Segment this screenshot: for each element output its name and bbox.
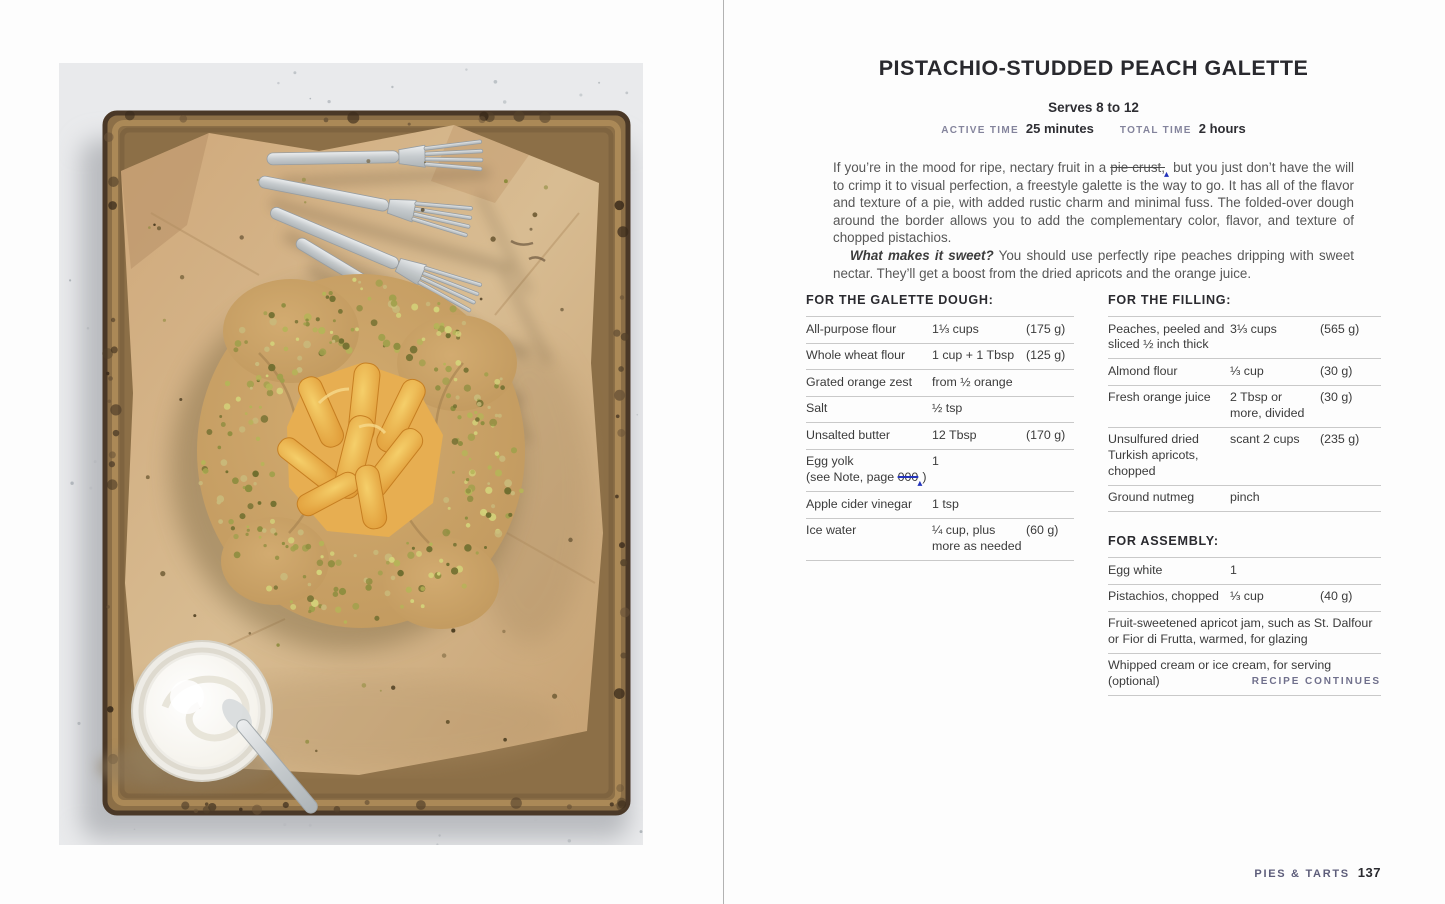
struck-text: pie crust,	[1110, 160, 1165, 175]
ingredient-row	[1108, 386, 1381, 428]
ingredient-name: Ice water	[806, 523, 857, 538]
ingredient-qty: 1⅓ cups	[932, 321, 979, 336]
ingredient-qty: 1	[1230, 562, 1237, 577]
ingredient-qty: 1 cup + 1 Tbsp	[932, 348, 1015, 363]
galette-photo-illustration	[59, 63, 643, 845]
page-footer	[1024, 864, 1381, 882]
recipe-continues-label: RECIPE CONTINUES	[1251, 676, 1381, 687]
ingredient-grams: (565 g)	[1320, 321, 1360, 336]
ingredient-grams	[1026, 375, 1074, 391]
ingredient-name: Ground nutmeg	[1108, 490, 1195, 505]
section-heading-assembly: FOR ASSEMBLY:	[1108, 534, 1219, 549]
intro-text: You should use perfectly ripe peaches dripping with sweet nectar. They’ll get a boost from the dried apricots and the orange juice.	[833, 247, 1354, 281]
ingredient-grams: (235 g)	[1320, 432, 1360, 447]
ingredient-full-text: Fruit-sweetened apricot jam, such as St. Dalfour or Fior di Frutta, warmed, for glazing	[1108, 616, 1373, 646]
active-time-label: ACTIVE TIME	[941, 125, 1019, 136]
ingredient-name: Whole wheat flour	[806, 348, 906, 363]
ingredient-column-dough	[806, 293, 1074, 561]
galette	[197, 274, 525, 629]
ingredient-qty: ½ tsp	[932, 401, 963, 416]
recipe-page	[724, 0, 1445, 904]
ingredient-name: Apple cider vinegar	[806, 496, 913, 511]
galette-photo	[59, 63, 643, 845]
ingredient-full-text: Whipped cream or ice cream, for serving (optional)	[1108, 658, 1332, 688]
ingredient-qty: 2 Tbsp or more, divided	[1230, 390, 1305, 420]
ingredient-grams	[1320, 490, 1381, 506]
ingredient-row-egg-yolk	[806, 450, 1074, 492]
ingredient-qty: ⅓ cup	[1230, 589, 1264, 604]
ingredient-row	[1108, 317, 1381, 359]
ingredient-name: Fresh orange juice	[1108, 390, 1211, 405]
ingredient-row	[1108, 654, 1381, 696]
ingredient-grams: (40 g)	[1320, 589, 1353, 604]
ingredient-row	[1108, 428, 1381, 486]
ingredient-qty: 3⅓ cups	[1230, 321, 1277, 336]
ingredient-grams	[1320, 563, 1381, 579]
ingredient-row	[806, 370, 1074, 397]
active-time	[941, 121, 1094, 136]
active-time-value: 25 minutes	[1025, 121, 1094, 136]
intro-text: but you just don’t have the will to crimp it to visual perfection, a freestyle galette is the way to go. It has all of the flavor and texture of a pie, with added rustic charm and minimal fuss. The folded-over dough around the border allows you to add the complementary color, flavor, and texture of chopped pistachios.	[833, 160, 1354, 246]
filling-section	[1108, 293, 1381, 512]
ingredient-name: Unsalted butter	[806, 427, 891, 442]
peach-filling	[274, 362, 443, 537]
ingredient-row	[1108, 558, 1381, 585]
section-heading-filling: FOR THE FILLING:	[1108, 293, 1232, 307]
ingredient-qty: 1 tsp	[932, 496, 959, 511]
struck-page-ref: 000	[897, 470, 919, 485]
total-time-label: TOTAL TIME	[1119, 125, 1192, 136]
ingredient-name: Pistachios, chopped	[1108, 589, 1219, 604]
ingredient-grams: (60 g)	[1026, 523, 1059, 538]
ingredient-name: Almond flour	[1108, 363, 1178, 378]
ingredient-table-filling	[1108, 316, 1381, 512]
ingredient-row	[806, 317, 1074, 344]
ingredient-table-dough	[806, 316, 1074, 561]
proofreader-caret-icon: ▴	[1163, 169, 1169, 180]
ingredient-name-text: Egg yolk	[806, 454, 854, 469]
ingredient-name: All-purpose flour	[806, 321, 897, 336]
ingredient-grams: (175 g)	[1026, 321, 1066, 336]
ingredient-grams: (170 g)	[1026, 427, 1066, 442]
intro-paragraph-2	[833, 247, 1354, 282]
ingredient-grams	[1026, 454, 1074, 485]
ingredient-row	[806, 397, 1074, 424]
ingredient-qty: 12 Tbsp	[932, 427, 977, 442]
ingredient-name: Grated orange zest	[806, 374, 913, 389]
ingredient-row	[1108, 612, 1381, 654]
ingredient-grams	[1026, 401, 1074, 417]
ingredient-row	[806, 492, 1074, 519]
proofreader-caret-icon: ▴	[917, 478, 923, 490]
ingredient-qty: pinch	[1230, 490, 1260, 505]
page-title: PISTACHIO-STUDDED PEACH GALETTE	[878, 56, 1309, 80]
assembly-section	[1108, 534, 1381, 696]
lead-question: What makes it sweet?	[850, 247, 994, 263]
ingredient-row	[1108, 585, 1381, 612]
ingredient-row	[806, 519, 1074, 561]
ingredient-qty: from ½ orange	[932, 374, 1013, 389]
footer-page-number: 137	[1357, 865, 1381, 880]
note-suffix: )	[922, 470, 927, 485]
ingredient-column-filling-assembly	[1108, 293, 1381, 696]
ingredient-note	[806, 470, 927, 490]
ingredient-row	[806, 423, 1074, 450]
time-line	[806, 121, 1381, 136]
total-time-value: 2 hours	[1198, 121, 1246, 136]
ingredient-name	[806, 454, 932, 490]
section-heading-dough: FOR THE GALETTE DOUGH:	[806, 293, 994, 307]
ingredient-row	[1108, 359, 1381, 386]
ingredient-row	[1108, 486, 1381, 513]
intro-paragraph-1	[833, 159, 1354, 247]
ingredient-grams	[1026, 497, 1074, 513]
ingredient-grams: (125 g)	[1026, 348, 1066, 363]
serves-line: Serves 8 to 12	[1048, 100, 1139, 115]
ingredient-name: Peaches, peeled and sliced ½ inch thick	[1108, 321, 1225, 352]
intro-text: If you’re in the mood for ripe, nectary fruit in a	[833, 160, 1111, 175]
ingredient-qty: scant 2 cups	[1230, 432, 1300, 447]
ingredient-qty: 1	[932, 454, 939, 469]
ingredient-grams: (30 g)	[1320, 390, 1353, 405]
recipe-header	[806, 56, 1381, 136]
ingredient-name: Egg white	[1108, 562, 1163, 577]
ingredient-name: Unsulfured dried Turkish apricots, chopped	[1108, 432, 1199, 478]
recipe-intro	[833, 159, 1354, 282]
note-prefix: (see Note, page	[806, 470, 898, 485]
ingredient-row	[806, 344, 1074, 371]
ingredient-name: Salt	[806, 401, 828, 416]
total-time	[1120, 121, 1246, 136]
ingredient-qty: ⅓ cup	[1230, 363, 1264, 378]
ingredient-grams: (30 g)	[1320, 363, 1353, 378]
ingredient-qty: ¼ cup, plus more as needed	[932, 523, 1022, 553]
footer-section-label: PIES & TARTS	[1254, 868, 1350, 880]
